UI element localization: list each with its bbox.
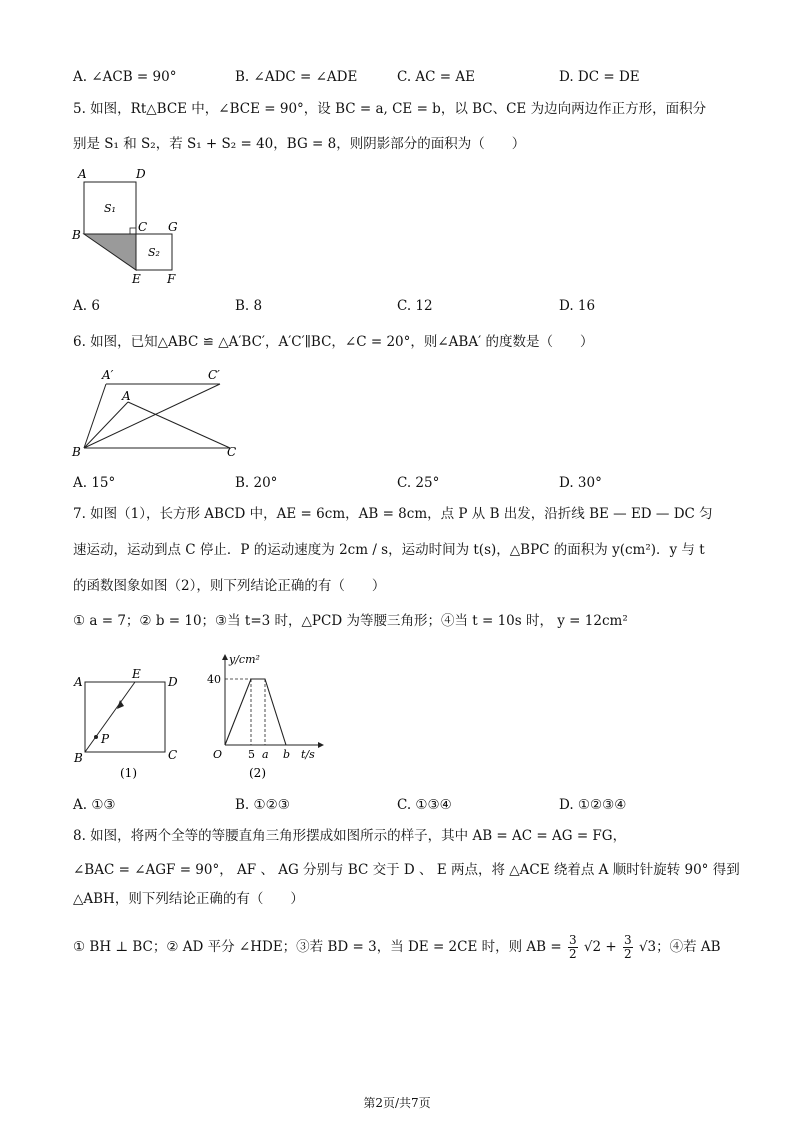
- sqrt3-term: √3；④若 AB: [638, 939, 721, 955]
- label-A: A: [78, 167, 87, 181]
- label-P: P: [101, 732, 110, 746]
- label-A-prime: A′: [102, 368, 114, 382]
- q7-option-a[interactable]: A. ①③: [73, 797, 116, 813]
- sqrt2-term: √2 +: [583, 939, 617, 955]
- label-B: B: [74, 751, 83, 765]
- q5-figure: [70, 165, 190, 285]
- x-tick-5: 5: [248, 748, 255, 761]
- q8-conditions: [73, 934, 721, 961]
- label-S1: S₁: [104, 202, 116, 215]
- label-D: D: [168, 675, 178, 689]
- y-axis-label: y/cm²: [229, 653, 260, 666]
- q5-stem-line1: 5. 如图，Rt△BCE 中，∠BCE = 90°，设 BC = a, CE = b，以 BC、CE 为边向两边作正方形，面积分: [73, 101, 707, 117]
- fraction-2-numerator: 3: [624, 933, 632, 947]
- q6-option-c[interactable]: C. 25°: [397, 475, 440, 491]
- q6-option-b[interactable]: B. 20°: [235, 475, 278, 491]
- q7-stem-line3: 的函数图象如图（2），则下列结论正确的有（ ）: [73, 578, 386, 594]
- q6-stem: 6. 如图，已知△ABC ≌ △A′BC′，A′C′∥BC，∠C = 20°，则∠ABA′ 的度数是（ ）: [73, 334, 594, 350]
- label-E: E: [132, 272, 141, 286]
- q7-stem-line2: 速运动，运动到点 C 停止．P 的运动速度为 2cm / s，运动时间为 t(s)，△BPC 的面积为 y(cm²)．y 与 t: [73, 542, 705, 558]
- q7-option-d[interactable]: D. ①②③④: [559, 797, 627, 813]
- x-tick-a: a: [262, 748, 269, 761]
- fraction-2-denominator: 2: [624, 947, 632, 961]
- label-S2: S₂: [148, 246, 160, 259]
- q5-option-c[interactable]: C. 12: [397, 298, 433, 314]
- q6-option-a[interactable]: A. 15°: [73, 475, 116, 491]
- figure-2-caption: (2): [249, 766, 266, 780]
- label-B: B: [72, 445, 81, 459]
- label-A: A: [122, 389, 131, 403]
- q4-option-d[interactable]: D. DC = DE: [559, 69, 640, 85]
- q4-option-b[interactable]: B. ∠ADC = ∠ADE: [235, 69, 358, 85]
- page-number: 第2页/共7页: [363, 1096, 431, 1110]
- label-B: B: [72, 228, 81, 242]
- label-F: F: [167, 272, 176, 286]
- q5-option-d[interactable]: D. 16: [559, 298, 596, 314]
- q6-figure: [70, 362, 250, 462]
- q6-option-d[interactable]: D. 30°: [559, 475, 602, 491]
- fraction: [568, 934, 578, 961]
- label-C: C: [227, 445, 237, 459]
- fraction-numerator: 3: [568, 933, 577, 947]
- figure-1-caption: (1): [120, 766, 137, 780]
- label-E: E: [132, 667, 141, 681]
- q7-option-b[interactable]: B. ①②③: [235, 797, 290, 813]
- q5-option-b[interactable]: B. 8: [235, 298, 263, 314]
- q7-figure-1: [70, 664, 190, 784]
- label-D: D: [136, 167, 146, 181]
- q8-stem-line2: ∠BAC = ∠AGF = 90°， AF 、 AG 分别与 BC 交于 D 、 E 两点，将 △ACE 绕着点 A 顺时针旋转 90° 得到: [73, 862, 740, 878]
- q8-stem-line1: 8. 如图，将两个全等的等腰直角三角形摆成如图所示的样子，其中 AB = AC = AG = FG，: [73, 828, 627, 844]
- q4-option-c[interactable]: C. AC = AE: [397, 69, 476, 85]
- q7-stem-line1: 7. 如图（1），长方形 ABCD 中，AE = 6cm，AB = 8cm，点 P 从 B 出发，沿折线 BE — ED — DC 匀: [73, 506, 713, 522]
- origin-label: O: [213, 748, 223, 761]
- x-tick-b: b: [283, 748, 291, 761]
- q5-stem-line2: 别是 S₁ 和 S₂，若 S₁ + S₂ = 40，BG = 8，则阴影部分的面积为（ ）: [73, 136, 526, 152]
- q7-conditions: ① a = 7；② b = 10；③当 t=3 时，△PCD 为等腰三角形；④当 t = 10s 时， y = 12cm²: [73, 613, 628, 629]
- q4-option-a[interactable]: A. ∠ACB = 90°: [73, 69, 177, 85]
- q8-stem-line3: △ABH，则下列结论正确的有（ ）: [73, 891, 304, 907]
- fraction-denominator: 2: [568, 947, 577, 961]
- q8-conditions-text: ① BH ⊥ BC；② AD 平分 ∠HDE；③若 BD = 3，当 DE = 2CE 时，则 AB =: [73, 939, 566, 955]
- label-C: C: [138, 220, 148, 234]
- q7-option-c[interactable]: C. ①③④: [397, 797, 452, 813]
- label-C-prime: C′: [208, 368, 220, 382]
- y-tick-40: 40: [207, 673, 221, 686]
- q5-option-a[interactable]: A. 6: [73, 298, 100, 314]
- label-G: G: [168, 220, 178, 234]
- label-A: A: [74, 675, 83, 689]
- label-C: C: [168, 748, 178, 762]
- fraction-2: [623, 934, 633, 961]
- q7-figure-2: [200, 648, 330, 783]
- x-axis-label: t/s: [301, 748, 315, 761]
